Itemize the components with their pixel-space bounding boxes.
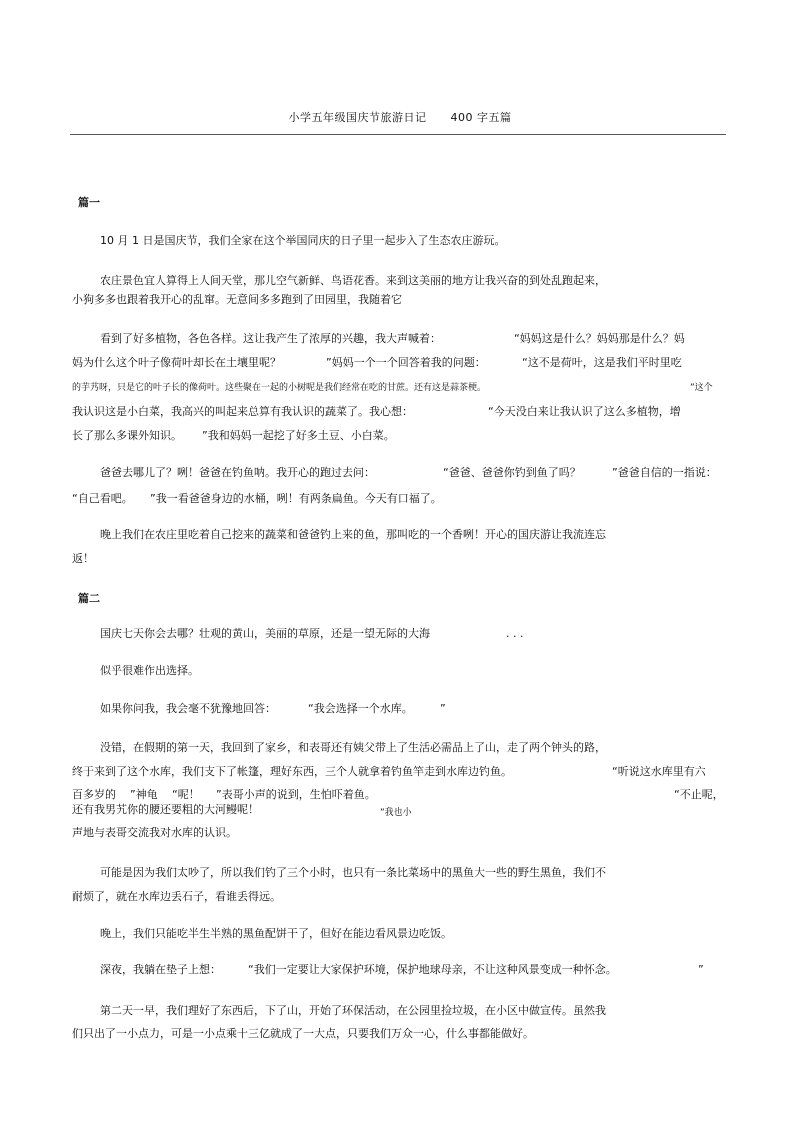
paragraph-line: 声地与表哥交流我对水库的认识。 <box>72 826 237 839</box>
paragraph-line: 似乎很难作出选择。 <box>100 664 199 677</box>
paragraph-line: “我会选择一个水库。 <box>308 702 413 715</box>
paragraph-line: “呢！ <box>172 788 200 801</box>
paragraph-line: “我们一定要让大家保护环境，保护地球母亲，不让这种风景变成一种怀念。 <box>248 963 617 976</box>
paragraph-line: . . . <box>506 627 524 640</box>
paragraph-line: ”这个 <box>690 383 713 393</box>
paragraph-line: 我认识这是小白菜，我高兴的叫起来总算有我认识的蔬菜了。我心想： <box>72 405 413 418</box>
document-subtitle: 400 字五篇 <box>450 111 512 124</box>
paragraph-line: 10 月 1 日是国庆节，我们全家在这个举国同庆的日子里一起步入了生态农庄游玩。 <box>100 234 506 247</box>
paragraph-line: 深夜，我躺在垫子上想： <box>100 963 221 976</box>
paragraph-line: ”表哥小声的说到，生怕吓着鱼。 <box>216 788 376 801</box>
header-rule <box>70 134 726 135</box>
paragraph-line: 看到了好多植物，各色各样。这让我产生了浓厚的兴趣，我大声喊着： <box>100 332 441 345</box>
page-header <box>0 109 800 125</box>
paragraph-line: 终于来到了这个水库，我们支下了帐篷，理好东西，三个人就拿着钓鱼竿走到水库边钓鱼。 <box>72 765 512 778</box>
paragraph-line: 小狗多多也跟着我开心的乱窜。无意间多多跑到了田园里，我随着它 <box>72 293 402 306</box>
paragraph-line: 的芋艿呀，只是它的叶子长的像荷叶。这些聚在一起的小树呢是我们经常在吃的甘蔗。还有这是蒜茶梗。 <box>72 383 487 393</box>
paragraph-line: “不止呢， <box>674 788 724 801</box>
paragraph-line: 如果你问我，我会毫不犹豫地回答： <box>100 702 276 715</box>
paragraph-line: 第二天一早，我们理好了东西后，下了山，开始了环保活动，在公园里捡垃圾，在小区中做宣传。虽然我 <box>100 1004 606 1017</box>
paragraph-line: ” <box>440 702 446 715</box>
section-heading-2: 篇二 <box>78 592 100 605</box>
paragraph-line: ”我一看爸爸身边的水桶，咧！有两条扁鱼。今天有口福了。 <box>150 492 442 505</box>
paragraph-line: 耐烦了，就在水库边丢石子，看谁丢得远。 <box>72 890 281 903</box>
paragraph-line: ”神龟 <box>130 788 158 801</box>
paragraph-line: 返！ <box>72 552 94 565</box>
paragraph-line: “妈妈这是什么？妈妈那是什么？妈 <box>514 332 685 345</box>
paragraph-line: ”妈妈一个一个回答着我的问题： <box>326 356 486 369</box>
paragraph-line: 妈为什么这个叶子像荷叶却长在土壤里呢？ <box>72 356 281 369</box>
paragraph-line: “爸爸、爸爸你钓到鱼了吗？ <box>443 466 581 479</box>
paragraph-line: 晚上，我们只能吃半生半熟的黑鱼配饼干了，但好在能边看风景边吃饭。 <box>100 927 452 940</box>
paragraph-line: 没错，在假期的第一天，我回到了家乡，和表哥还有姨父带上了生活必需品上了山，走了两个钟头的路， <box>100 741 606 754</box>
paragraph-line: “自己看吧。 <box>72 492 133 505</box>
paragraph-line: “这不是荷叶，这是我们平时里吃 <box>522 356 682 369</box>
paragraph-line: ”我和妈妈一起挖了好多土豆、小白菜。 <box>202 429 395 442</box>
paragraph-line: ”爸爸自信的一指说： <box>612 466 717 479</box>
paragraph-line: 百多岁的 <box>72 788 116 801</box>
paragraph-line: ”我也小 <box>380 808 412 818</box>
paragraph-line: 们只出了一小点力，可是一小点乘十三亿就成了一大点，只要我们万众一心，什么事都能做好。 <box>72 1027 534 1040</box>
paragraph-line: 爸爸去哪儿了？咧！爸爸在钓鱼呐。我开心的跑过去问： <box>100 466 375 479</box>
paragraph-line: 农庄景色宜人算得上人间天堂，那儿空气新鲜、鸟语花香。来到这美丽的地方让我兴奋的到处乱跑起来， <box>100 274 606 287</box>
document-title: 小学五年级国庆节旅游日记 <box>288 111 427 124</box>
paragraph-line: 晚上我们在农庄里吃着自己挖来的蔬菜和爸爸钓上来的鱼，那叫吃的一个香咧！开心的国庆游让我流连忘 <box>100 528 606 541</box>
paragraph-line: “听说这水库里有六 <box>612 765 706 778</box>
paragraph-line: 还有我男艽你的腰还要粗的大河鳗呢！ <box>72 803 259 816</box>
paragraph-line: ” <box>698 963 704 976</box>
section-heading-1: 篇一 <box>78 196 100 209</box>
paragraph-line: 可能是因为我们太吵了，所以我们钓了三个小时，也只有一条比菜场中的黑鱼大一些的野生黑鱼，我们不 <box>100 866 606 879</box>
paragraph-line: 国庆七天你会去哪？壮观的黄山，美丽的草原，还是一望无际的大海 <box>100 627 430 640</box>
paragraph-line: “今天没白来让我认识了这么多植物，增 <box>488 405 681 418</box>
paragraph-line: 长了那么多课外知识。 <box>72 429 182 442</box>
